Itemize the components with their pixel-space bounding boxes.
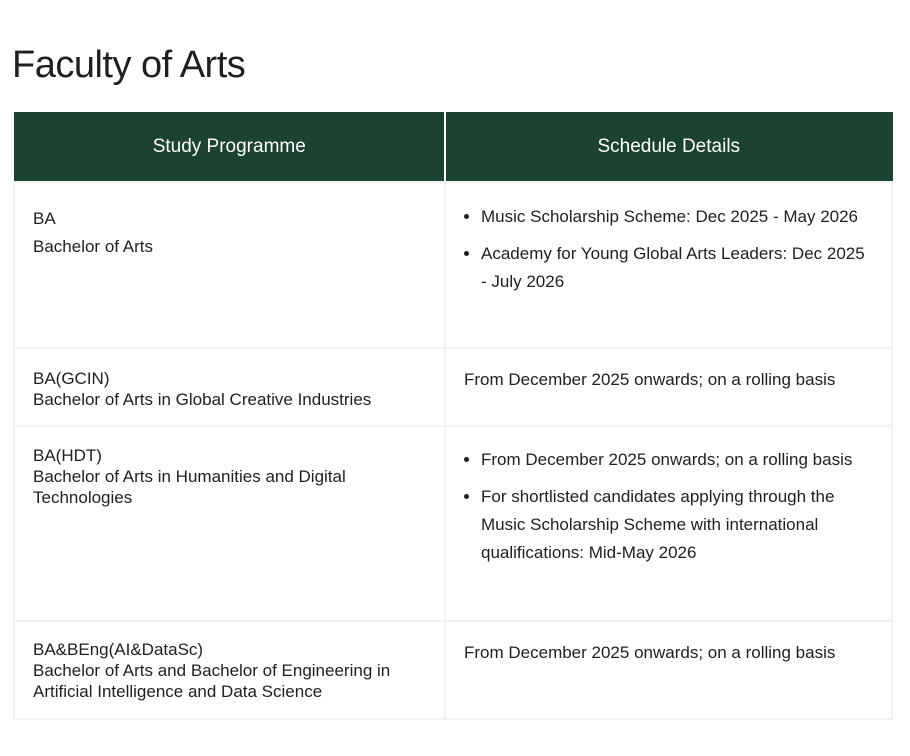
schedule-text: From December 2025 onwards; on a rolling basis: [464, 370, 836, 389]
programme-code: BA(HDT): [33, 446, 102, 465]
schedule-cell: [445, 621, 892, 719]
programme-cell: [14, 182, 445, 348]
programme-code: BA(GCIN): [33, 369, 110, 388]
schedule-cell: [445, 426, 892, 621]
table-row: [14, 426, 892, 621]
page-title: Faculty of Arts: [12, 44, 246, 86]
table-row: [14, 621, 892, 719]
table-row: [14, 348, 892, 426]
schedule-item: • For shortlisted candidates applying through the Music Scholarship Scheme with international qualifications: Mid-May 2026: [481, 483, 873, 567]
schedule-cell: [445, 348, 892, 426]
programme-code: BA: [33, 209, 56, 228]
programme-cell: [14, 621, 445, 719]
programme-name: Bachelor of Arts in Global Creative Industries: [33, 390, 372, 409]
schedule-text: From December 2025 onwards; on a rolling basis: [464, 643, 836, 662]
schedule-item: • Music Scholarship Scheme: Dec 2025 - May 2026: [481, 203, 873, 231]
programme-name: Bachelor of Arts: [33, 237, 154, 256]
programme-code: BA&BEng(AI&DataSc): [33, 640, 204, 659]
table-row: [14, 182, 892, 348]
schedule-item: • Academy for Young Global Arts Leaders: Dec 2025 - July 2026: [481, 240, 873, 296]
column-header-programme: Study Programme: [14, 113, 445, 183]
programme-name: Bachelor of Arts and Bachelor of Engineering in Artificial Intelligence and Data Science: [33, 661, 391, 701]
programme-name: Bachelor of Arts in Humanities and Digital Technologies: [33, 467, 346, 507]
column-header-schedule: Schedule Details: [445, 113, 892, 183]
schedule-list: [446, 183, 891, 296]
schedule-list: [446, 427, 891, 567]
schedule-item: • From December 2025 onwards; on a rolling basis: [481, 446, 873, 474]
table-header-row: [14, 113, 892, 183]
programme-schedule-table: [13, 112, 893, 720]
programme-cell: [14, 426, 445, 621]
programme-cell: [14, 348, 445, 426]
schedule-cell: [445, 182, 892, 348]
